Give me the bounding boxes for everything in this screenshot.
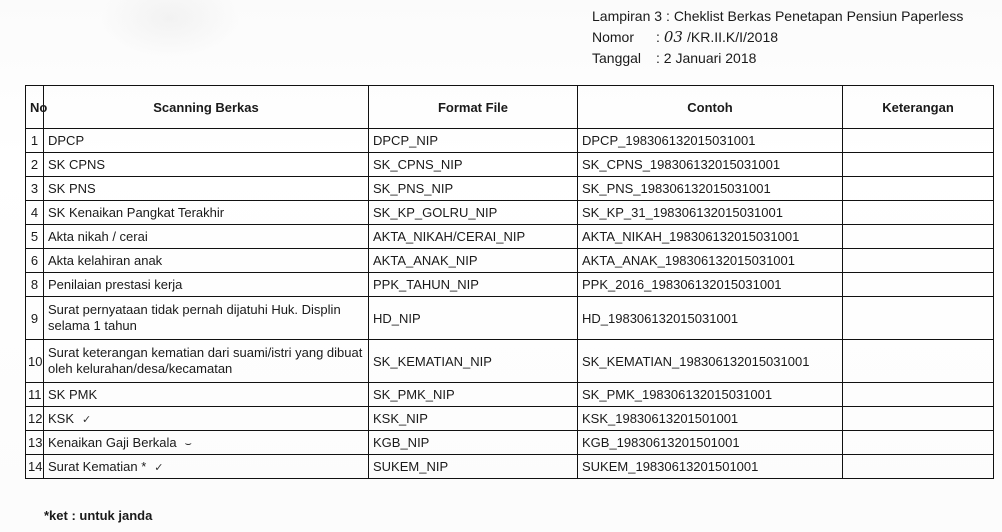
cell-scanning-berkas xyxy=(44,383,369,407)
cell-contoh-text: SK_KEMATIAN_198306132015031001 xyxy=(582,353,810,369)
cell-no xyxy=(26,153,44,177)
cell-scanning-berkas-text: SK PNS xyxy=(48,181,96,196)
cell-keterangan xyxy=(843,201,994,225)
nomor-label: Nomor xyxy=(592,29,635,45)
cell-format-file xyxy=(369,297,578,340)
cell-format-file-text: SK_PNS_NIP xyxy=(373,181,454,196)
cell-scanning-berkas-text: Akta kelahiran anak xyxy=(48,253,163,268)
cell-format-file xyxy=(369,225,578,249)
cell-keterangan xyxy=(843,225,994,249)
col-header-scanning-berkas: Scanning Berkas xyxy=(44,86,369,129)
cell-no xyxy=(26,129,44,153)
cell-format-file-text: KGB_NIP xyxy=(373,435,430,450)
table-row xyxy=(26,201,994,225)
cell-no xyxy=(26,455,44,479)
cell-contoh xyxy=(578,340,843,383)
cell-contoh-text: KGB_19830613201501001 xyxy=(582,435,740,450)
table-row xyxy=(26,407,994,431)
check-mark-icon: ⌣ xyxy=(184,436,192,450)
cell-format-file xyxy=(369,455,578,479)
col-header-no: No xyxy=(26,86,44,129)
table-body xyxy=(26,129,994,479)
cell-no-text: 12 xyxy=(28,411,43,426)
cell-format-file xyxy=(369,273,578,297)
nomor-handwritten: 03 xyxy=(663,28,683,46)
cell-keterangan xyxy=(843,153,994,177)
check-mark-icon: ✓ xyxy=(154,461,164,474)
col-header-format-file: Format File xyxy=(369,86,578,129)
cell-no-text: 4 xyxy=(30,205,39,220)
cell-scanning-berkas xyxy=(44,297,369,340)
cell-scanning-berkas xyxy=(44,273,369,297)
cell-no xyxy=(26,340,44,383)
table-row xyxy=(26,225,994,249)
cell-contoh-text: SK_PNS_198306132015031001 xyxy=(582,181,771,196)
cell-keterangan xyxy=(843,431,994,455)
tanggal-value: : 2 Januari 2018 xyxy=(656,50,757,66)
cell-no xyxy=(26,177,44,201)
cell-contoh xyxy=(578,431,843,455)
cell-format-file-text: SK_KP_GOLRU_NIP xyxy=(373,205,498,220)
table-header-row xyxy=(26,86,994,129)
cell-scanning-berkas xyxy=(44,249,369,273)
table-row xyxy=(26,249,994,273)
cell-scanning-berkas-text: Surat pernyataan tidak pernah dijatuhi Huk. Displin selama 1 tahun xyxy=(48,302,341,333)
cell-scanning-berkas-text: Kenaikan Gaji Berkala xyxy=(48,434,177,450)
cell-keterangan xyxy=(843,455,994,479)
cell-contoh-text: KSK_19830613201501001 xyxy=(582,411,739,426)
col-header-contoh: Contoh xyxy=(578,86,843,129)
table-row xyxy=(26,383,994,407)
cell-no xyxy=(26,225,44,249)
cell-format-file-text: SK_PMK_NIP xyxy=(373,387,455,402)
cell-no-text: 14 xyxy=(28,459,43,474)
cell-no xyxy=(26,249,44,273)
cell-format-file-text: AKTA_NIKAH/CERAI_NIP xyxy=(373,229,526,244)
cell-contoh xyxy=(578,383,843,407)
table-row xyxy=(26,153,994,177)
cell-scanning-berkas xyxy=(44,455,369,479)
cell-scanning-berkas xyxy=(44,225,369,249)
cell-format-file xyxy=(369,177,578,201)
cell-no-text: 6 xyxy=(30,253,39,268)
cell-format-file xyxy=(369,153,578,177)
cell-keterangan xyxy=(843,407,994,431)
cell-scanning-berkas-text: Surat keterangan kematian dari suami/istri yang dibuat oleh kelurahan/desa/kecamatan xyxy=(48,345,363,376)
lampiran-row xyxy=(592,6,997,27)
cell-keterangan xyxy=(843,177,994,201)
cell-scanning-berkas xyxy=(44,407,369,431)
cell-format-file xyxy=(369,383,578,407)
cell-format-file-text: AKTA_ANAK_NIP xyxy=(373,253,478,268)
cell-format-file-text: KSK_NIP xyxy=(373,411,428,426)
cell-format-file xyxy=(369,249,578,273)
cell-contoh-text: AKTA_ANAK_198306132015031001 xyxy=(582,253,795,268)
cell-contoh-text: PPK_2016_198306132015031001 xyxy=(582,277,782,292)
cell-keterangan xyxy=(843,273,994,297)
cell-format-file xyxy=(369,201,578,225)
cell-format-file-text: DPCP_NIP xyxy=(373,133,439,148)
tanggal-row xyxy=(592,48,997,69)
cell-format-file xyxy=(369,431,578,455)
cell-no-text: 1 xyxy=(30,133,39,148)
cell-scanning-berkas-text: Surat Kematian * xyxy=(48,459,147,474)
document-header xyxy=(592,6,997,69)
cell-keterangan xyxy=(843,129,994,153)
cell-format-file-text: SUKEM_NIP xyxy=(373,459,449,474)
cell-no xyxy=(26,297,44,340)
cell-contoh-text: SK_KP_31_198306132015031001 xyxy=(582,205,783,220)
cell-no-text: 9 xyxy=(30,310,39,326)
cell-contoh xyxy=(578,129,843,153)
cell-format-file-text: HD_NIP xyxy=(373,310,421,326)
cell-format-file-text: SK_CPNS_NIP xyxy=(373,157,463,172)
cell-no xyxy=(26,383,44,407)
cell-scanning-berkas xyxy=(44,201,369,225)
cell-contoh xyxy=(578,201,843,225)
cell-no xyxy=(26,431,44,455)
cell-contoh-text: AKTA_NIKAH_198306132015031001 xyxy=(582,229,800,244)
cell-no-text: 3 xyxy=(30,181,39,196)
cell-no-text: 8 xyxy=(30,277,39,292)
cell-keterangan xyxy=(843,249,994,273)
cell-contoh xyxy=(578,297,843,340)
cell-scanning-berkas-text: DPCP xyxy=(48,133,85,148)
lampiran-value: : Cheklist Berkas Penetapan Pensiun Paperless xyxy=(666,8,964,24)
table-row xyxy=(26,297,994,340)
cell-scanning-berkas xyxy=(44,340,369,383)
cell-no-text: 13 xyxy=(28,435,43,450)
lampiran-label: Lampiran 3 xyxy=(592,8,663,24)
nomor-row xyxy=(592,27,997,48)
cell-scanning-berkas-text: SK CPNS xyxy=(48,157,106,172)
table-row xyxy=(26,177,994,201)
table-row xyxy=(26,431,994,455)
cell-scanning-berkas-text: SK PMK xyxy=(48,387,98,402)
cell-contoh-text: SUKEM_19830613201501001 xyxy=(582,459,759,474)
cell-no-text: 5 xyxy=(30,229,39,244)
cell-scanning-berkas-text: KSK xyxy=(48,411,75,426)
col-header-keterangan: Keterangan xyxy=(843,86,994,129)
cell-contoh xyxy=(578,225,843,249)
checklist-table xyxy=(25,85,994,479)
cell-contoh-text: SK_PMK_198306132015031001 xyxy=(582,387,773,402)
cell-scanning-berkas-text: Penilaian prestasi kerja xyxy=(48,277,183,292)
cell-contoh-text: DPCP_198306132015031001 xyxy=(582,133,756,148)
cell-keterangan xyxy=(843,383,994,407)
cell-format-file xyxy=(369,407,578,431)
table-row xyxy=(26,340,994,383)
cell-scanning-berkas-text: Akta nikah / cerai xyxy=(48,229,148,244)
cell-contoh xyxy=(578,273,843,297)
cell-no-text: 11 xyxy=(28,387,42,402)
cell-contoh xyxy=(578,407,843,431)
nomor-value: /KR.II.K/I/2018 xyxy=(686,29,779,45)
table-row xyxy=(26,455,994,479)
cell-format-file-text: PPK_TAHUN_NIP xyxy=(373,277,479,292)
cell-no-text: 10 xyxy=(28,353,43,369)
cell-no-text: 2 xyxy=(30,157,39,172)
table-row xyxy=(26,273,994,297)
cell-contoh-text: HD_198306132015031001 xyxy=(582,310,739,326)
tanggal-label: Tanggal xyxy=(592,50,642,66)
cell-contoh xyxy=(578,249,843,273)
cell-contoh xyxy=(578,153,843,177)
cell-no xyxy=(26,201,44,225)
cell-format-file-text: SK_KEMATIAN_NIP xyxy=(373,353,492,369)
cell-contoh xyxy=(578,455,843,479)
footnote: *ket : untuk janda xyxy=(44,508,153,523)
cell-scanning-berkas-text: SK Kenaikan Pangkat Terakhir xyxy=(48,205,225,220)
cell-no xyxy=(26,407,44,431)
cell-scanning-berkas xyxy=(44,177,369,201)
check-mark-icon: ✓ xyxy=(82,413,92,426)
cell-scanning-berkas xyxy=(44,431,369,455)
scan-smudge xyxy=(100,0,240,60)
cell-keterangan xyxy=(843,340,994,383)
cell-contoh xyxy=(578,177,843,201)
cell-keterangan xyxy=(843,297,994,340)
cell-format-file xyxy=(369,129,578,153)
cell-scanning-berkas xyxy=(44,129,369,153)
table-row xyxy=(26,129,994,153)
cell-scanning-berkas xyxy=(44,153,369,177)
cell-format-file xyxy=(369,340,578,383)
cell-contoh-text: SK_CPNS_198306132015031001 xyxy=(582,157,781,172)
nomor-colon: : xyxy=(656,29,660,45)
cell-no xyxy=(26,273,44,297)
